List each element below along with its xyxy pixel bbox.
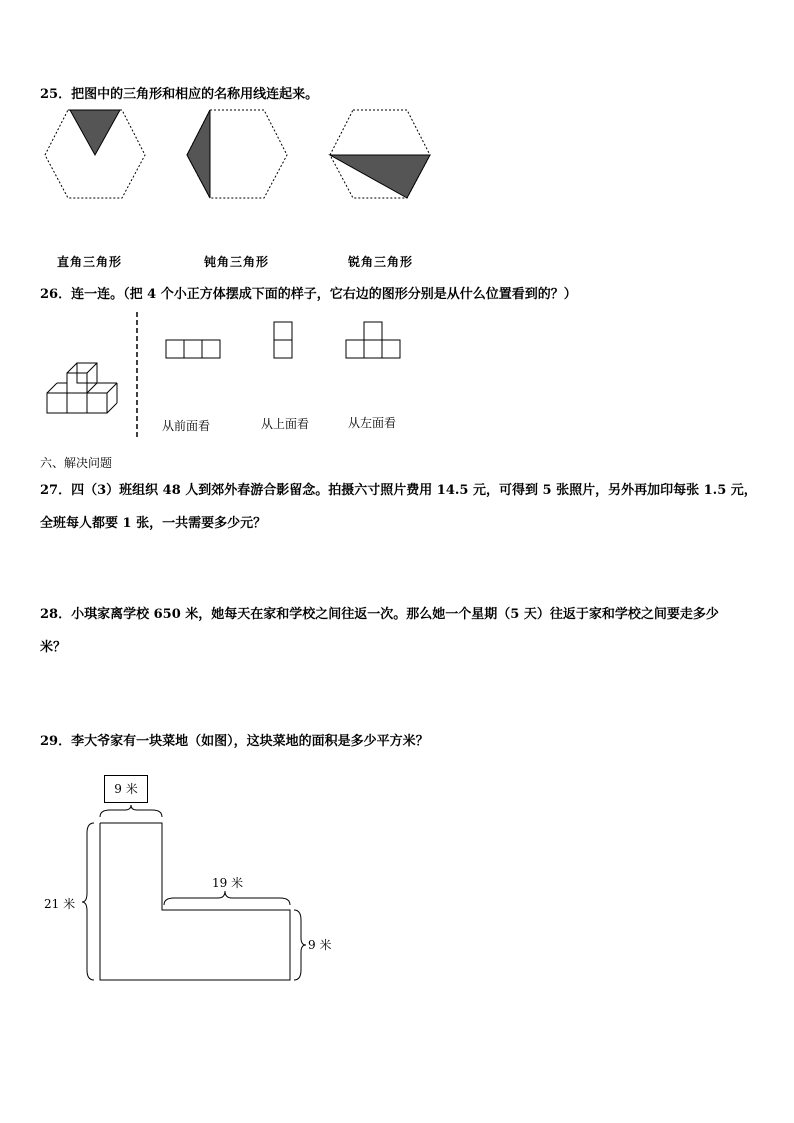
q25-text: 25．把图中的三角形和相应的名称用线连起来。 [40,87,319,102]
view-figure-1 [164,338,224,360]
section-title: 六、解决问题 [40,456,113,470]
view-figure-3 [344,320,404,360]
name-acute-triangle: 锐角三角形 [348,255,414,269]
dim-label-top: 9 米 [104,775,148,803]
q26-text: 26．连一连。（把 4 个小正方体摆成下面的样子，它右边的图形分别是从什么位置看到的？） [40,287,577,302]
q28-line1: 28．小琪家离学校 650 米，她每天在家和学校之间往返一次。那么她一个星期（5 天）往返于家和学校之间要走多少 [40,607,719,622]
l-shape-garden-figure [80,805,340,990]
view-label-left: 从左面看 [348,416,397,430]
q28-line2: 米？ [40,640,67,655]
hexagon-figure-3 [325,105,435,200]
view-label-top: 从上面看 [261,417,310,431]
hexagon-figure-2 [182,105,292,200]
view-figure-2 [272,320,298,360]
q27-line2: 全班每人都要 1 张，一共需要多少元？ [40,516,267,531]
dim-label-left: 21 米 [44,897,76,911]
cube-stack-figure [45,355,135,420]
dim-label-right: 9 米 [308,938,332,952]
dim-label-middle: 19 米 [212,876,244,890]
hexagon-figure-1 [40,105,150,200]
q27-line1: 27．四（3）班组织 48 人到郊外春游合影留念。拍摄六寸照片费用 14.5 元，可得到 5 张照片，另外再加印每张 1.5 元， [40,483,757,498]
name-obtuse-triangle: 钝角三角形 [204,255,270,269]
q29-text: 29．李大爷家有一块菜地（如图），这块菜地的面积是多少平方米？ [40,734,429,749]
name-right-triangle: 直角三角形 [57,255,123,269]
view-label-front: 从前面看 [162,419,211,433]
dashed-divider [136,312,140,437]
